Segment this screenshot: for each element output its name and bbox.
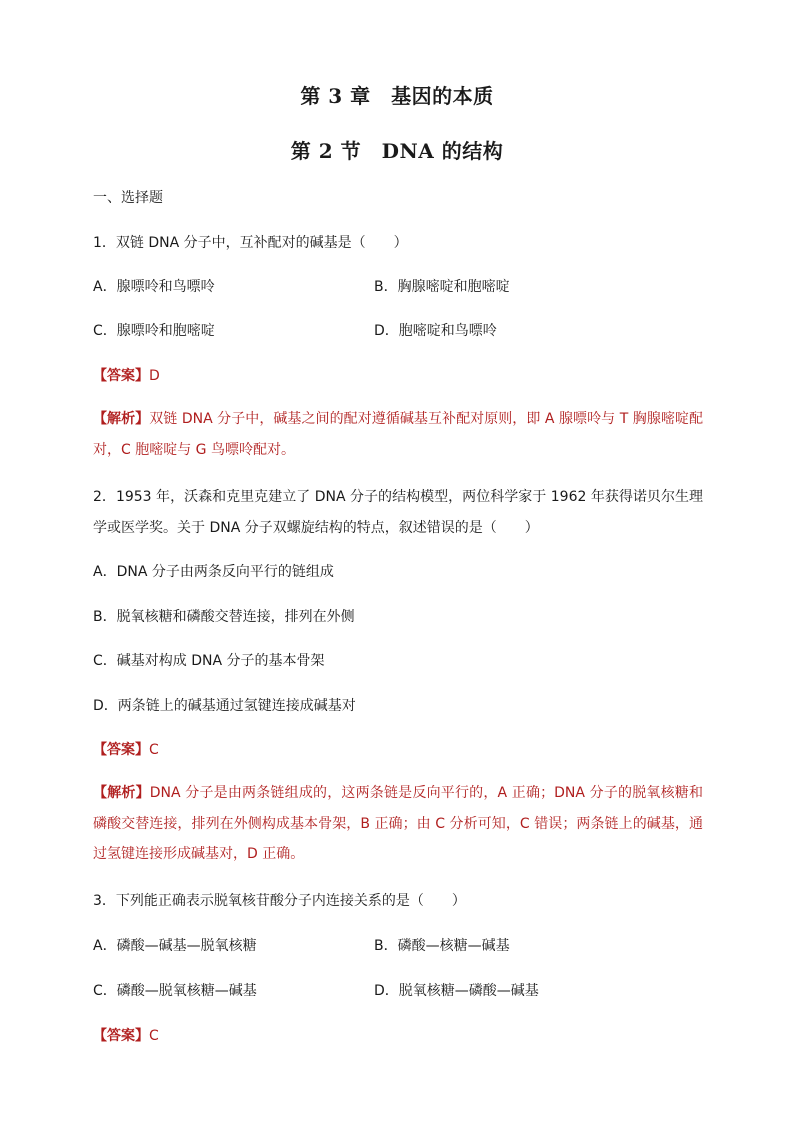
question-1-option-c: C．腺嘌呤和胞嘧啶: [93, 323, 215, 339]
question-3-option-b: B．磷酸—核糖—碱基: [374, 938, 510, 954]
question-1-answer: [93, 366, 160, 386]
question-2-option-c: C．碱基对构成 DNA 分子的基本骨架: [93, 653, 325, 669]
analysis-tag: 【解析】: [93, 785, 150, 801]
question-2-analysis: [93, 778, 703, 870]
chapter-title: 第 3 章 基因的本质: [300, 84, 494, 108]
question-1-analysis: [93, 404, 703, 465]
answer-value: D: [149, 368, 160, 384]
question-3-option-c: C．磷酸—脱氧核糖—碱基: [93, 983, 257, 999]
question-2-option-d: D．两条链上的碱基通过氢键连接成碱基对: [93, 698, 356, 714]
question-2-option-b: B．脱氧核糖和磷酸交替连接，排列在外侧: [93, 609, 355, 625]
answer-value: C: [149, 1028, 159, 1044]
answer-tag: 【答案】: [93, 742, 149, 758]
question-1-option-a: A．腺嘌呤和鸟嘌呤: [93, 279, 215, 295]
answer-tag: 【答案】: [93, 1028, 149, 1044]
analysis-text: DNA 分子是由两条链组成的，这两条链是反向平行的，A 正确；DNA 分子的脱氧核糖和磷酸交替连接，排列在外侧构成基本骨架，B 正确；由 C 分析可知，C 错误；两条链上的碱基，通过氢键连接形成碱基对，D 正确。: [93, 785, 703, 862]
question-2-option-a: A．DNA 分子由两条反向平行的链组成: [93, 564, 334, 580]
analysis-tag: 【解析】: [93, 411, 150, 427]
section-title: 第 2 节 DNA 的结构: [290, 139, 504, 163]
section-heading: 一、选择题: [93, 190, 163, 206]
analysis-text: 双链 DNA 分子中，碱基之间的配对遵循碱基互补配对原则，即 A 腺嘌呤与 T 胸腺嘧啶配对，C 胞嘧啶与 G 鸟嘌呤配对。: [93, 411, 703, 458]
question-2-answer: [93, 740, 159, 760]
question-2-stem: 2．1953 年，沃森和克里克建立了 DNA 分子的结构模型，两位科学家于 1962 年获得诺贝尔生理学或医学奖。关于 DNA 分子双螺旋结构的特点，叙述错误的是（ ）: [93, 489, 703, 536]
answer-tag: 【答案】: [93, 368, 149, 384]
question-3-option-a: A．磷酸—碱基—脱氧核糖: [93, 938, 257, 954]
question-1-stem: 1．双链 DNA 分子中，互补配对的碱基是（ ）: [93, 235, 408, 251]
question-3-stem: 3．下列能正确表示脱氧核苷酸分子内连接关系的是（ ）: [93, 893, 466, 909]
question-3-option-d: D．脱氧核糖—磷酸—碱基: [374, 983, 539, 999]
question-1-option-b: B．胸腺嘧啶和胞嘧啶: [374, 279, 510, 295]
answer-value: C: [149, 742, 159, 758]
question-3-answer: [93, 1026, 159, 1046]
question-1-option-d: D．胞嘧啶和鸟嘌呤: [374, 323, 497, 339]
